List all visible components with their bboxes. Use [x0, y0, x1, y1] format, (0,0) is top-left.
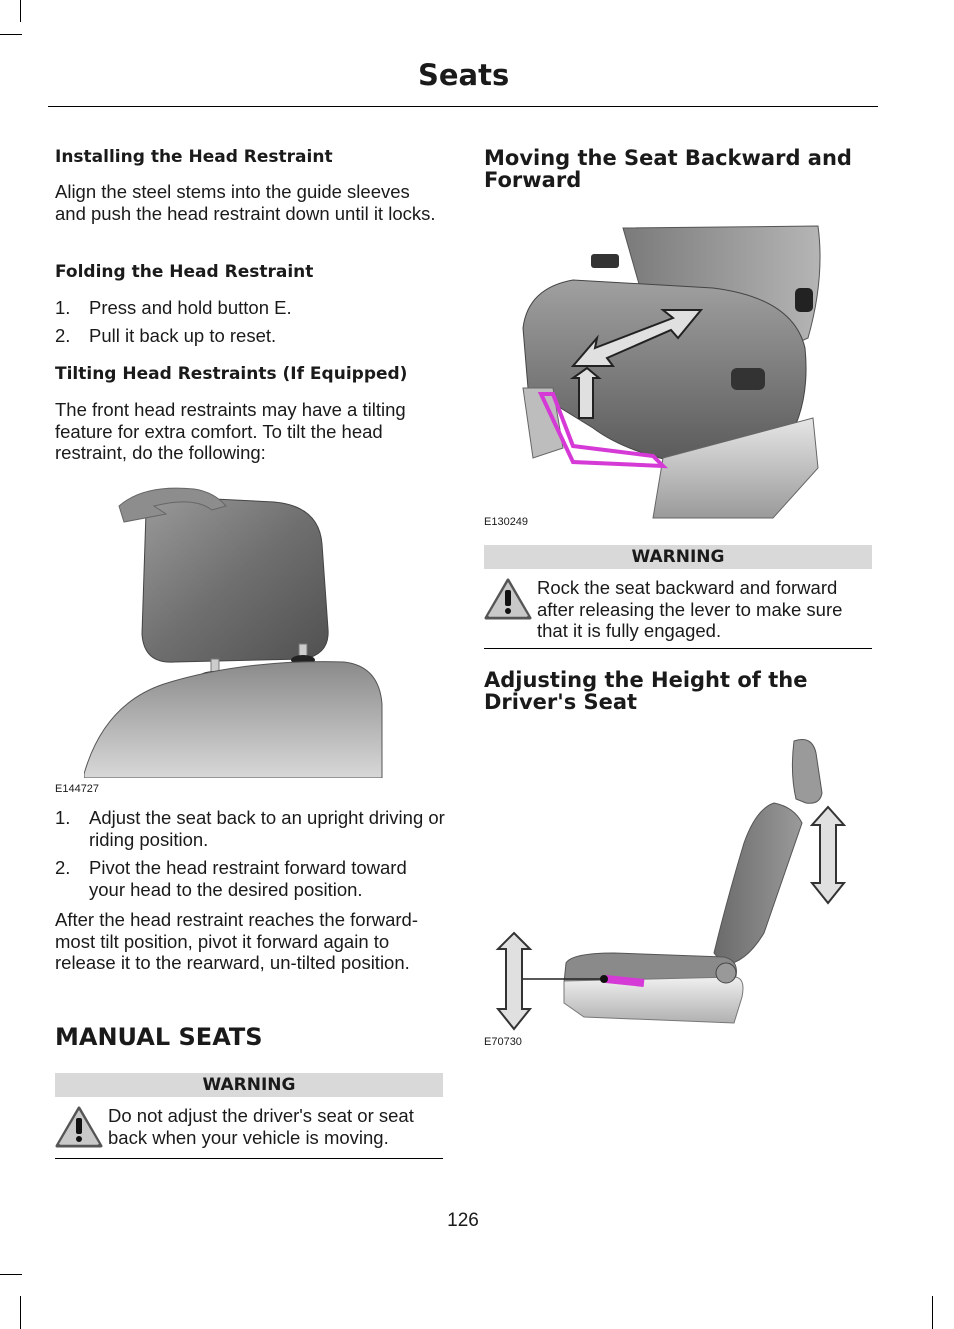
warning-label: WARNING: [484, 545, 872, 569]
list-item: 1. Adjust the seat back to an upright driving or riding position.: [55, 807, 445, 850]
height-heading: Adjusting the Height of the Driver's Seat: [484, 668, 808, 714]
figure-code: E70730: [484, 1036, 522, 1048]
warning-text: Rock the seat backward and forward after releasing the lever to make sure that it is fully engaged.: [537, 577, 843, 641]
list-item: 2. Pivot the head restraint forward toward your head to the desired position.: [55, 857, 407, 900]
figure-code: E144727: [55, 783, 100, 795]
manual-seats-heading: MANUAL SEATS: [55, 1023, 263, 1051]
warning-rule: [55, 1158, 443, 1159]
title-rule: [48, 106, 878, 107]
page-number: 126: [447, 1210, 479, 1231]
warning-rule: [484, 648, 872, 649]
installing-text: Align the steel stems into the guide sleeves and push the head restraint down until it locks.: [55, 181, 436, 224]
warning-icon: [55, 1105, 103, 1149]
seat-height-illustration: [494, 733, 852, 1033]
warning-text: Do not adjust the driver's seat or seat back when your vehicle is moving.: [108, 1105, 414, 1148]
seat-slide-illustration: [513, 218, 825, 523]
warning-label: WARNING: [55, 1073, 443, 1097]
moving-heading: Moving the Seat Backward and Forward: [484, 146, 852, 192]
installing-heading: Installing the Head Restraint: [55, 147, 333, 167]
crop-mark: [932, 1296, 933, 1329]
figure-code: E130249: [484, 516, 529, 528]
crop-mark: [20, 1296, 21, 1329]
folding-heading: Folding the Head Restraint: [55, 262, 314, 282]
warning-icon: [484, 577, 532, 621]
after-text: After the head restraint reaches the forward-most tilt position, pivot it forward again to release it to the rearward, un-tilted position.: [55, 909, 418, 973]
tilting-text: The front head restraints may have a tilting feature for extra comfort. To tilt the head restraint, do the following:: [55, 399, 406, 463]
head-restraint-illustration: [84, 484, 384, 778]
tilting-heading: Tilting Head Restraints (If Equipped): [55, 364, 408, 384]
crop-mark: [0, 1274, 22, 1275]
crop-mark: [0, 34, 22, 35]
crop-mark: [20, 0, 21, 22]
